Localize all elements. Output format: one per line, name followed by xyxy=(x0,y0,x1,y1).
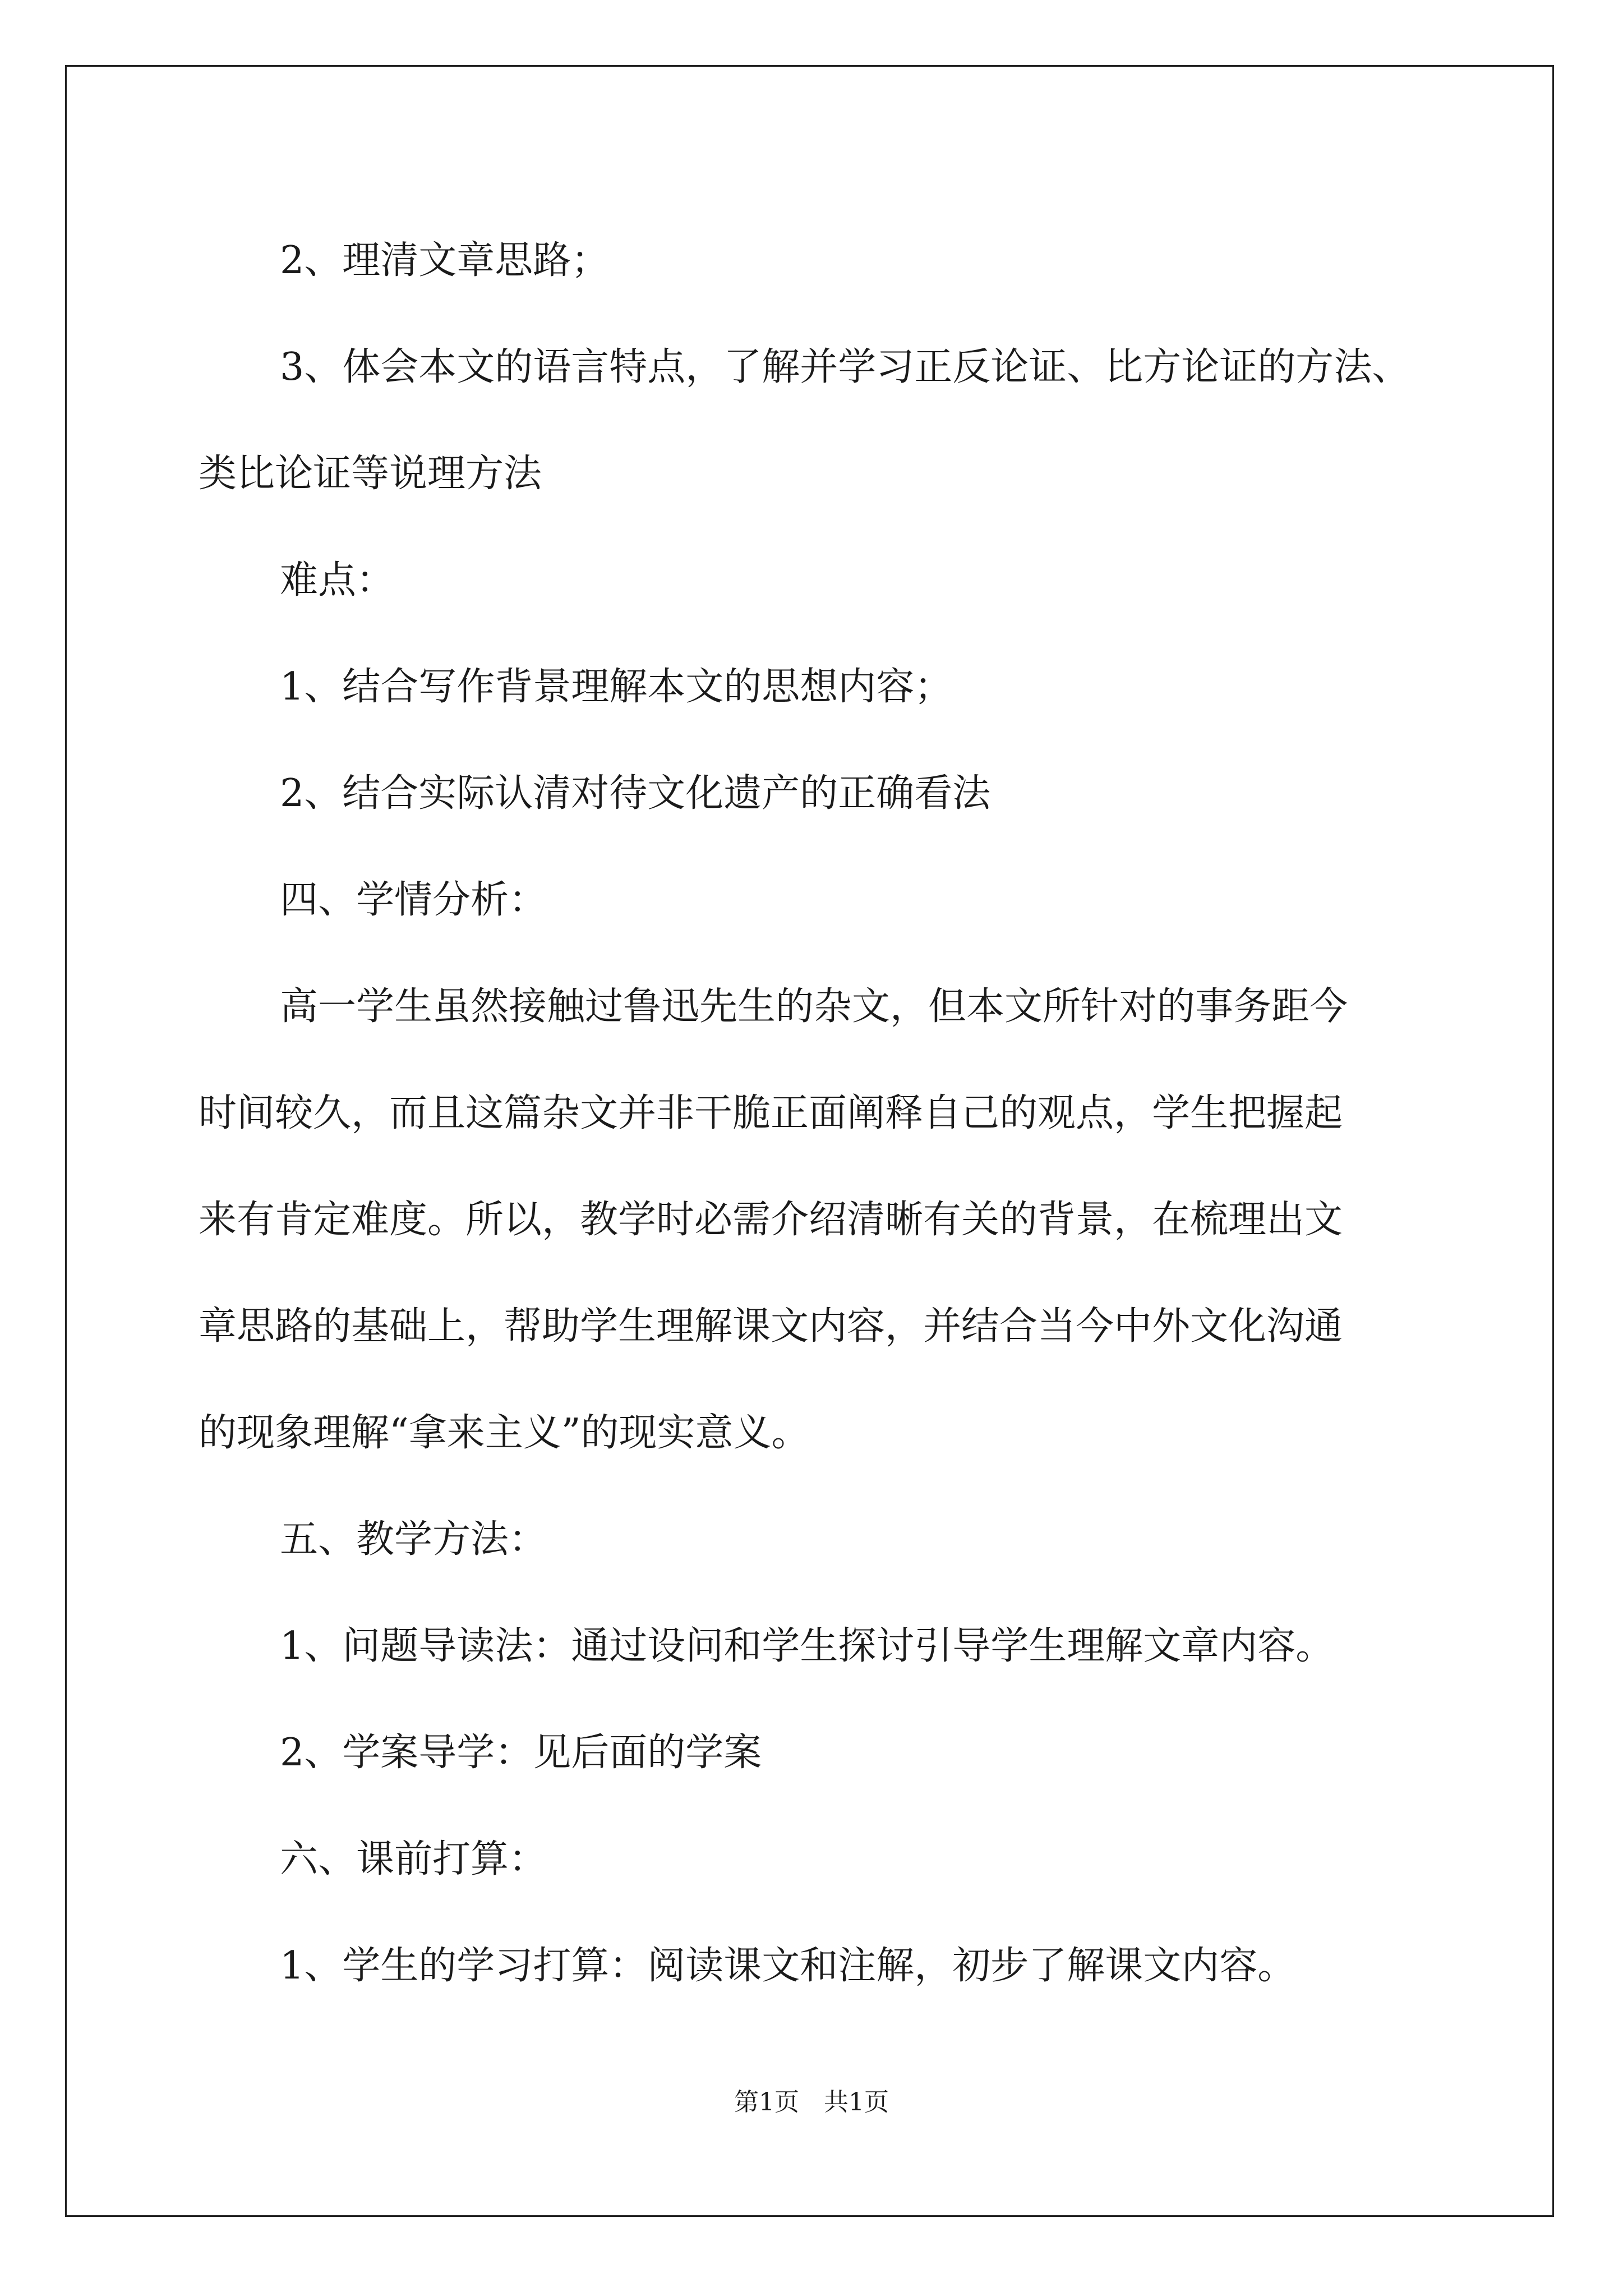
paragraph-line: 2、结合实际认清对待文化遗产的正确看法 xyxy=(280,771,991,816)
paragraph-line: 1、结合写作背景理解本文的思想内容； xyxy=(280,665,953,709)
paragraph-line: 1、问题导读法：通过设问和学生探讨引导学生理解文章内容。 xyxy=(280,1624,1334,1668)
page-footer: 第1页 共1页 xyxy=(734,2088,889,2116)
paragraph-line: 1、学生的学习打算：阅读课文和注解，初步了解课文内容。 xyxy=(280,1944,1296,1988)
paragraph-line: 高一学生虽然接触过鲁迅先生的杂文，但本文所针对的事务距今 xyxy=(280,984,1348,1029)
paragraph-line: 章思路的基础上，帮助学生理解课文内容，并结合当今中外文化沟通 xyxy=(199,1304,1343,1349)
paragraph-line: 3、体会本文的语言特点，了解并学习正反论证、比方论证的方法、 xyxy=(280,345,1410,389)
section-label: 难点： xyxy=(280,558,395,602)
paragraph-line: 2、理清文章思路； xyxy=(280,238,610,283)
paragraph-line: 来有肯定难度。所以，教学时必需介绍清晰有关的背景，在梳理出文 xyxy=(199,1198,1343,1242)
section-heading: 六、课前打算： xyxy=(280,1837,547,1881)
paragraph-line: 2、学案导学：见后面的学案 xyxy=(280,1731,762,1775)
section-heading: 四、学情分析： xyxy=(280,878,547,922)
section-heading: 五、教学方法： xyxy=(280,1517,547,1562)
paragraph-line: 类比论证等说理方法 xyxy=(199,452,542,496)
paragraph-line: 时间较久，而且这篇杂文并非干脆正面阐释自己的观点，学生把握起 xyxy=(199,1091,1343,1135)
paragraph-line: 的现象理解“拿来主义”的现实意义。 xyxy=(199,1411,810,1455)
document-body xyxy=(199,208,1483,2019)
